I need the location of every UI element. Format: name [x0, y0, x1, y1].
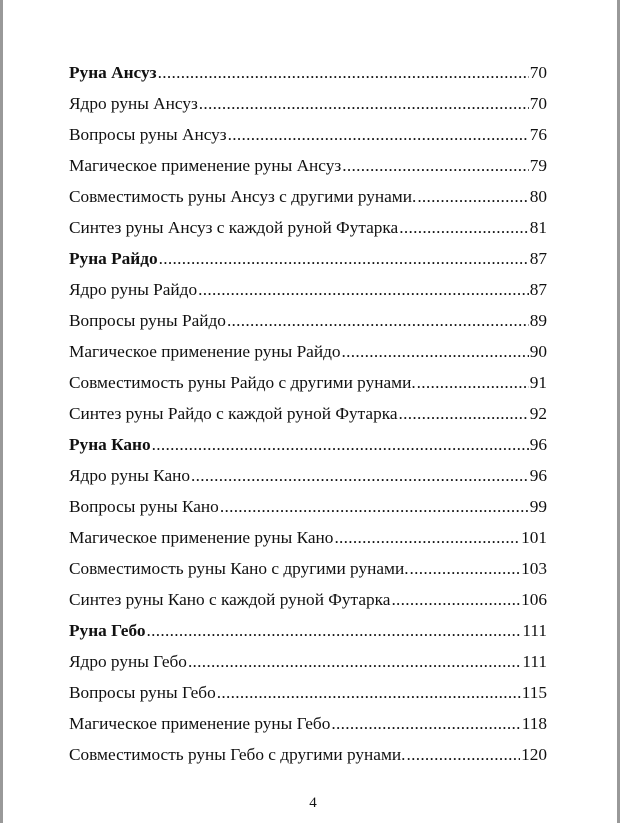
toc-entry-title: Совместимость руны Гебо с другими рунами. — [69, 745, 406, 764]
toc-entry[interactable] — [69, 497, 547, 528]
toc-entry-page: 70 — [529, 94, 547, 113]
toc-chapter-entry[interactable] — [69, 63, 547, 94]
toc-entry[interactable] — [69, 342, 547, 373]
toc-entry-page: 76 — [529, 125, 547, 144]
toc-entry-title: Синтез руны Райдо с каждой руной Футарка — [69, 404, 398, 423]
toc-entry[interactable] — [69, 714, 547, 745]
toc-entry[interactable] — [69, 683, 547, 714]
toc-entry[interactable] — [69, 404, 547, 435]
toc-entry-page: 118 — [521, 714, 547, 733]
toc-entry-title: Руна Кано — [69, 435, 151, 454]
toc-entry-page: 90 — [529, 342, 547, 361]
dot-leader — [331, 714, 520, 734]
toc-entry-title: Магическое применение руны Гебо — [69, 714, 331, 733]
toc-entry-page: 96 — [529, 435, 547, 454]
toc-entry[interactable] — [69, 187, 547, 218]
toc-entry-page: 79 — [529, 156, 547, 175]
toc-entry-title: Руна Райдо — [69, 249, 158, 268]
toc-entry-page: 87 — [529, 249, 547, 268]
toc-entry[interactable] — [69, 156, 547, 187]
dot-leader — [342, 342, 529, 362]
toc-entry[interactable] — [69, 311, 547, 342]
dot-leader — [147, 621, 522, 641]
dot-leader — [399, 404, 529, 424]
toc-entry-page: 103 — [521, 559, 547, 578]
toc-entry-title: Совместимость руны Кано с другими рунами. — [69, 559, 409, 578]
toc-entry-title: Ядро руны Райдо — [69, 280, 198, 299]
toc-entry-title: Совместимость руны Ансуз с другими рунами. — [69, 187, 417, 206]
dot-leader — [417, 187, 528, 207]
toc-entry-title: Вопросы руны Райдо — [69, 311, 226, 330]
toc-entry-title: Руна Ансуз — [69, 63, 157, 82]
toc-entry-title: Руна Гебо — [69, 621, 146, 640]
toc-entry-page: 106 — [521, 590, 547, 609]
toc-entry[interactable] — [69, 559, 547, 590]
toc-chapter-entry[interactable] — [69, 249, 547, 280]
toc-entry[interactable] — [69, 590, 547, 621]
dot-leader — [228, 125, 529, 145]
toc-entry[interactable] — [69, 373, 547, 404]
dot-leader — [188, 652, 521, 672]
toc-entry[interactable] — [69, 94, 547, 125]
dot-leader — [391, 590, 520, 610]
dot-leader — [417, 373, 529, 393]
toc-entry-title: Вопросы руны Гебо — [69, 683, 216, 702]
dot-leader — [191, 466, 529, 486]
dot-leader — [158, 63, 529, 83]
toc-entry[interactable] — [69, 466, 547, 497]
toc-entry-title: Совместимость руны Райдо с другими рунами. — [69, 373, 416, 392]
toc-entry-title: Магическое применение руны Кано — [69, 528, 334, 547]
toc-entry[interactable] — [69, 218, 547, 249]
toc-entry-title: Ядро руны Гебо — [69, 652, 187, 671]
toc-chapter-entry[interactable] — [69, 435, 547, 466]
toc-entry[interactable] — [69, 652, 547, 683]
toc-entry-page: 111 — [522, 652, 547, 671]
dot-leader — [159, 249, 529, 269]
toc-entry-page: 70 — [529, 63, 547, 82]
dot-leader — [334, 528, 520, 548]
toc-entry-title: Вопросы руны Кано — [69, 497, 219, 516]
toc-entry-title: Синтез руны Кано с каждой руной Футарка — [69, 590, 391, 609]
toc-entry-page: 81 — [529, 218, 547, 237]
dot-leader — [399, 218, 529, 238]
dot-leader — [199, 94, 529, 114]
toc-entry[interactable] — [69, 745, 547, 776]
toc-entry-page: 111 — [522, 621, 547, 640]
toc-entry-page: 92 — [529, 404, 547, 423]
table-of-contents — [69, 63, 547, 776]
dot-leader — [227, 311, 529, 331]
toc-entry-title: Синтез руны Ансуз с каждой руной Футарка — [69, 218, 399, 237]
toc-entry-page: 87 — [529, 280, 547, 299]
dot-leader — [198, 280, 529, 300]
toc-entry-title: Ядро руны Кано — [69, 466, 191, 485]
dot-leader — [406, 745, 520, 765]
toc-entry-page: 101 — [521, 528, 547, 547]
toc-entry-page: 96 — [529, 466, 547, 485]
toc-entry[interactable] — [69, 528, 547, 559]
toc-entry-page: 91 — [529, 373, 547, 392]
dot-leader — [220, 497, 529, 517]
dot-leader — [342, 156, 529, 176]
dot-leader — [410, 559, 521, 579]
toc-entry[interactable] — [69, 280, 547, 311]
toc-entry-page: 80 — [529, 187, 547, 206]
toc-entry-page: 115 — [521, 683, 547, 702]
dot-leader — [217, 683, 521, 703]
toc-chapter-entry[interactable] — [69, 621, 547, 652]
toc-entry-page: 120 — [521, 745, 547, 764]
toc-entry-title: Вопросы руны Ансуз — [69, 125, 227, 144]
toc-entry-title: Магическое применение руны Ансуз — [69, 156, 342, 175]
toc-entry-title: Магическое применение руны Райдо — [69, 342, 341, 361]
toc-entry-page: 99 — [529, 497, 547, 516]
dot-leader — [152, 435, 529, 455]
toc-entry-title: Ядро руны Ансуз — [69, 94, 198, 113]
toc-entry[interactable] — [69, 125, 547, 156]
toc-entry-page: 89 — [529, 311, 547, 330]
page-number: 4 — [309, 795, 317, 811]
